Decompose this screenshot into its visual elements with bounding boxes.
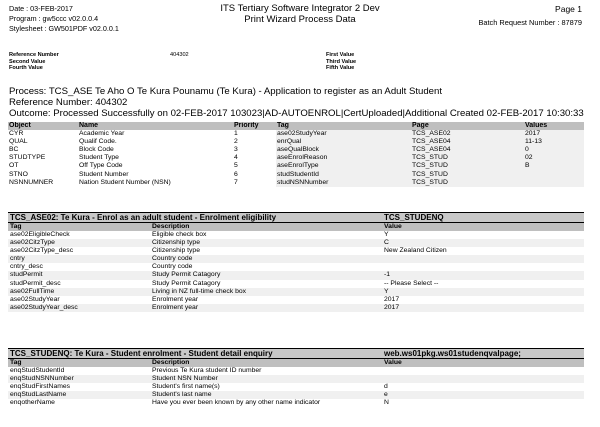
process-summary bbox=[9, 86, 584, 119]
name-cell: Academic Year bbox=[79, 130, 125, 138]
name-cell: Off Type Code bbox=[79, 162, 123, 170]
tag-cell: cntry_desc bbox=[10, 263, 43, 271]
description-cell: Study Permit Catagory bbox=[152, 271, 221, 279]
tag-cell: aseQualBlock bbox=[276, 146, 411, 154]
values-cell: 0 bbox=[524, 146, 584, 154]
tag-cell: studPermit_desc bbox=[10, 279, 61, 287]
table-row bbox=[8, 296, 584, 304]
value-cell: -1 bbox=[384, 271, 391, 279]
table-row bbox=[8, 271, 584, 279]
priority-cell: 7 bbox=[234, 178, 238, 186]
report-program: Program : gw5ccc v02.0.0.4 bbox=[9, 14, 99, 23]
table-row bbox=[8, 375, 584, 383]
tag-cell: studNSNNumber bbox=[276, 179, 411, 187]
fourth-value-label: Fourth Value bbox=[9, 65, 43, 72]
page-cell: TCS_ASE04 bbox=[411, 138, 524, 146]
table-row bbox=[8, 138, 584, 146]
tag-cell: ase02CitzType_desc bbox=[10, 247, 74, 255]
process-reference: Reference Number: 404302 bbox=[9, 97, 128, 108]
tag-cell: cntry bbox=[10, 255, 25, 263]
name-cell: Nation Student Number (NSN) bbox=[79, 178, 171, 186]
object-cell: QUAL bbox=[9, 138, 28, 146]
tag-cell: enqStudFirstNames bbox=[10, 383, 71, 391]
tag-cell: aseEnrolReason bbox=[276, 154, 411, 162]
tag-cell: enqStudStudentId bbox=[10, 367, 65, 374]
name-cell: Qualif Code. bbox=[79, 138, 117, 146]
value-cell: 2017 bbox=[384, 295, 400, 303]
description-cell: Enrolment year bbox=[152, 295, 199, 303]
col-values-header: Values bbox=[524, 122, 584, 130]
description-cell: Student's last name bbox=[152, 391, 212, 399]
description-cell: Living in NZ full-time check box bbox=[152, 287, 247, 295]
priority-cell: 3 bbox=[234, 146, 238, 154]
table-row bbox=[8, 154, 584, 162]
object-cell: NSNNUMNER bbox=[9, 178, 54, 186]
values-cell bbox=[524, 179, 584, 187]
value-cell: C bbox=[384, 239, 389, 247]
description-cell: Study Permit Catagory bbox=[152, 279, 221, 287]
section-code: web.ws01pkg.ws01studenqvalpage; bbox=[384, 349, 521, 358]
table-row bbox=[8, 239, 584, 247]
values-cell: B bbox=[524, 162, 584, 170]
value-cell: e bbox=[384, 391, 388, 399]
col-tag-header: Tag bbox=[10, 359, 22, 366]
name-cell: Block Code bbox=[79, 146, 114, 154]
section-column-headers bbox=[8, 223, 584, 231]
object-cell: STNO bbox=[9, 170, 28, 178]
table-row bbox=[8, 179, 584, 187]
table-row bbox=[8, 383, 584, 391]
col-description-header: Description bbox=[152, 359, 190, 366]
name-cell: Student Number bbox=[79, 170, 129, 178]
col-priority-header: Priority bbox=[233, 122, 276, 130]
section-title-text: TCS_ASE02: Te Kura - Enrol as an adult student - Enrolment eligibility bbox=[10, 213, 277, 222]
section-title bbox=[8, 212, 584, 223]
table-row bbox=[8, 280, 584, 288]
description-cell: Country code bbox=[152, 263, 193, 271]
description-cell: Student's first name(s) bbox=[152, 383, 220, 391]
value-cell: Y bbox=[384, 231, 389, 238]
first-value-label: First Value bbox=[326, 52, 355, 58]
page-cell: TCS_ASE02 bbox=[411, 130, 524, 138]
page-cell: TCS_STUD bbox=[411, 171, 524, 179]
value-cell: New Zealand Citizen bbox=[384, 247, 447, 255]
report-date: Date : 03-FEB-2017 bbox=[9, 4, 73, 13]
page-cell: TCS_ASE04 bbox=[411, 146, 524, 154]
table-row bbox=[8, 263, 584, 271]
priority-cell: 4 bbox=[234, 154, 238, 162]
report-header-right bbox=[478, 4, 582, 28]
value-cell: N bbox=[384, 399, 389, 407]
tag-cell: enqStudLastName bbox=[10, 391, 67, 399]
section-title-text: TCS_STUDENQ: Te Kura - Student enrolment - Student detail enquiry bbox=[10, 349, 273, 358]
table-row bbox=[8, 130, 584, 138]
tag-cell: ase02StudyYear_desc bbox=[10, 303, 78, 311]
batch-request-number: Batch Request Number : 87879 bbox=[478, 18, 582, 27]
report-stylesheet: Stylesheet : GW501PDF v02.0.0.1 bbox=[9, 24, 119, 33]
value-cell: -- Please Select -- bbox=[384, 279, 439, 287]
report-subtitle: Print Wizard Process Data bbox=[244, 13, 356, 25]
priority-cell: 2 bbox=[234, 138, 238, 146]
page-cell: TCS_STUD bbox=[411, 179, 524, 187]
table-row bbox=[8, 255, 584, 263]
values-cell: 02 bbox=[524, 154, 584, 162]
table-row bbox=[8, 162, 584, 170]
value-cell: 2017 bbox=[384, 303, 400, 311]
priority-cell: 5 bbox=[234, 162, 238, 170]
objects-header-row bbox=[8, 122, 584, 130]
tag-cell: ase02FullTime bbox=[10, 287, 55, 295]
tag-cell: enqStudNSNNumber bbox=[10, 375, 74, 383]
section-column-headers bbox=[8, 359, 584, 367]
third-value-label: Third Value bbox=[326, 58, 357, 65]
description-cell: Previous Te Kura student ID number bbox=[152, 367, 262, 374]
description-cell: Student NSN Number bbox=[152, 375, 218, 383]
value-cell: Y bbox=[384, 287, 389, 295]
values-cell: 2017 bbox=[524, 130, 584, 138]
col-tag-header: Tag bbox=[276, 122, 411, 130]
col-object-header: Object bbox=[8, 122, 78, 130]
tag-cell: enqotherName bbox=[10, 399, 55, 407]
description-cell: Enrolment year bbox=[152, 303, 199, 311]
second-value-label: Second Value bbox=[9, 58, 46, 65]
name-cell: Student Type bbox=[79, 154, 119, 162]
description-cell: Citizenship type bbox=[152, 247, 200, 255]
object-cell: CYR bbox=[9, 130, 24, 138]
reference-number-value: 404302 bbox=[170, 52, 189, 58]
tag-cell: ase02EligibleCheck bbox=[10, 231, 70, 238]
tag-cell: ase02StudyYear bbox=[276, 130, 411, 138]
description-cell: Citizenship type bbox=[152, 239, 200, 247]
object-cell: OT bbox=[9, 162, 19, 170]
tag-cell: studStudentId bbox=[276, 171, 411, 179]
priority-cell: 1 bbox=[234, 130, 238, 138]
table-row bbox=[8, 304, 584, 312]
process-title: Process: TCS_ASE Te Aho O Te Kura Pounamu (Te Kura) - Application to register as an Adult Student bbox=[9, 86, 443, 97]
description-cell: Have you ever been known by any other name indicator bbox=[152, 399, 321, 407]
tag-cell: aseEnrolType bbox=[276, 162, 411, 170]
value-labels bbox=[326, 52, 356, 72]
table-row bbox=[8, 399, 584, 407]
col-name-header: Name bbox=[78, 122, 233, 130]
object-cell: STUDTYPE bbox=[9, 154, 46, 162]
fifth-value-label: Fifth Value bbox=[326, 65, 355, 72]
values-cell: 11-13 bbox=[524, 138, 584, 146]
col-value-header: Value bbox=[384, 359, 402, 366]
section-student-detail-enquiry bbox=[8, 348, 584, 407]
section-code: TCS_STUDENQ bbox=[384, 213, 444, 222]
page-number: Page 1 bbox=[555, 4, 582, 14]
table-row bbox=[8, 171, 584, 179]
object-cell: BC bbox=[9, 146, 19, 154]
table-row bbox=[8, 146, 584, 154]
page-cell: TCS_STUD bbox=[411, 162, 524, 170]
reference-number-label: Reference Number bbox=[9, 52, 59, 58]
table-row bbox=[8, 231, 584, 239]
values-cell bbox=[524, 171, 584, 179]
tag-cell: ase02CitzType bbox=[10, 239, 55, 247]
col-description-header: Description bbox=[152, 223, 190, 230]
table-row bbox=[8, 367, 584, 375]
report-title: ITS Tertiary Software Integrator 2 Dev bbox=[220, 3, 380, 14]
col-tag-header: Tag bbox=[10, 223, 22, 230]
page-cell: TCS_STUD bbox=[411, 154, 524, 162]
priority-cell: 6 bbox=[234, 170, 238, 178]
value-cell: d bbox=[384, 383, 388, 391]
col-value-header: Value bbox=[384, 223, 402, 230]
process-outcome: Outcome: Processed Successfully on 02-FEB-2017 103023|AD-AUTOENROL|CertUploaded|Additional Created 02-FEB-2017 10:30:33 bbox=[9, 108, 584, 119]
section-enrolment-eligibility bbox=[8, 212, 584, 312]
reference-labels bbox=[9, 52, 59, 72]
tag-cell: ase02StudyYear bbox=[10, 295, 60, 303]
description-cell: Country code bbox=[152, 255, 193, 263]
description-cell: Eligible check box bbox=[152, 231, 207, 238]
objects-table bbox=[8, 122, 584, 187]
table-row bbox=[8, 288, 584, 296]
col-page-header: Page bbox=[411, 122, 524, 130]
section-title bbox=[8, 348, 584, 359]
tag-cell: enrQual bbox=[276, 138, 411, 146]
table-row bbox=[8, 391, 584, 399]
tag-cell: studPermit bbox=[10, 271, 43, 279]
table-row bbox=[8, 247, 584, 255]
